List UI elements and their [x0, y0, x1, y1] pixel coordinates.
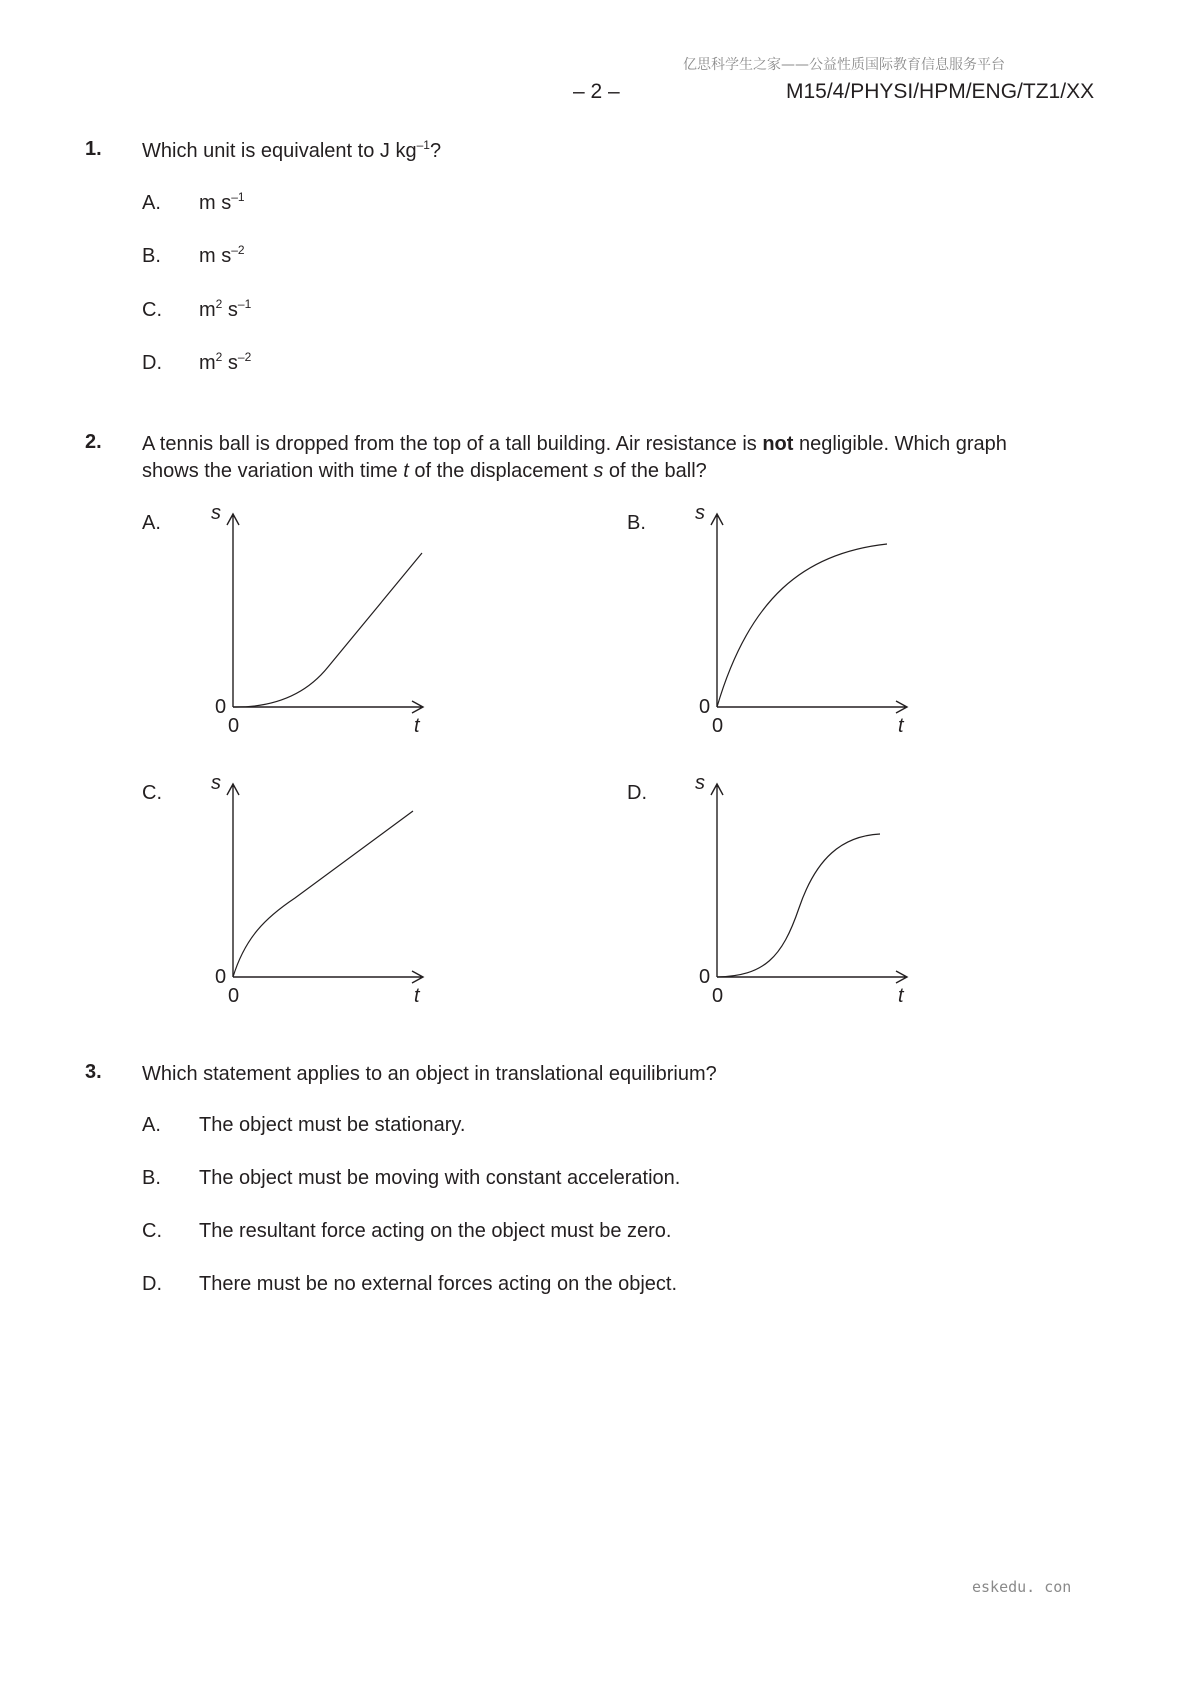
graph-a-x-label: t: [414, 715, 420, 737]
question-2-line-2: [142, 458, 707, 485]
graph-a-x-origin: 0: [228, 715, 240, 737]
q1-option-d-letter: D.: [142, 352, 162, 374]
q1d-base2: s: [222, 352, 238, 374]
q1-option-b: [199, 245, 245, 268]
graph-d-y-origin: 0: [699, 966, 711, 988]
graph-d-y-axis: [711, 784, 723, 977]
q1c-exp1: 2: [215, 297, 223, 311]
graph-b-y-origin: 0: [699, 696, 711, 718]
graph-b-y-label: s: [695, 502, 705, 524]
q1b-base1: m s: [199, 245, 232, 267]
q2-graph-b-letter: B.: [627, 512, 646, 534]
q1d-base1: m: [199, 352, 216, 374]
question-2-number: 2.: [85, 431, 102, 453]
q3-option-a: The object must be stationary.: [199, 1114, 466, 1136]
q1a-base1: m s: [199, 192, 232, 214]
graph-a-curve: [233, 553, 422, 707]
q2-l2-var-t: t: [403, 460, 409, 482]
graph-c-x-label: t: [414, 985, 420, 1007]
graph-c-x-axis: [233, 971, 423, 983]
graph-c-curve: [233, 811, 413, 977]
question-3-number: 3.: [85, 1061, 102, 1083]
graph-b-curve: [717, 544, 887, 707]
graph-c-y-origin: 0: [215, 966, 227, 988]
q2-l2-var-s: s: [593, 460, 604, 482]
q2-l2-mid: of the displacement: [408, 460, 594, 482]
paper-code: M15/4/PHYSI/HPM/ENG/TZ1/XX: [786, 80, 1095, 103]
q3-option-d-letter: D.: [142, 1273, 162, 1295]
graph-a: [200, 498, 440, 738]
q3-option-b: The object must be moving with constant acceleration.: [199, 1167, 681, 1189]
q3-option-c: The resultant force acting on the object must be zero.: [199, 1220, 672, 1242]
q3-option-b-letter: B.: [142, 1167, 161, 1189]
q1a-exp1: –1: [231, 190, 245, 204]
graph-b: [684, 498, 924, 738]
q1-text-before: Which unit is equivalent to J kg: [142, 140, 417, 162]
graph-b-x-origin: 0: [712, 715, 724, 737]
q1-option-c-letter: C.: [142, 299, 162, 321]
graph-b-y-axis: [711, 514, 723, 707]
graph-d-x-label: t: [898, 985, 904, 1007]
q2-graph-a-letter: A.: [142, 512, 161, 534]
question-1-number: 1.: [85, 138, 102, 160]
q2-l1-bold: not: [762, 433, 794, 455]
q1b-exp1: –2: [231, 243, 245, 257]
q3-option-a-letter: A.: [142, 1114, 161, 1136]
q1-option-b-letter: B.: [142, 245, 161, 267]
graph-c-x-origin: 0: [228, 985, 240, 1007]
q1-text-sup: –1: [416, 138, 430, 152]
q3-option-c-letter: C.: [142, 1220, 162, 1242]
graph-c: [200, 768, 440, 1008]
q3-option-d: There must be no external forces acting on the object.: [199, 1273, 678, 1295]
question-3-text: Which statement applies to an object in translational equilibrium?: [142, 1063, 717, 1085]
q1d-exp2: –2: [237, 350, 252, 364]
q2-l2-post: of the ball?: [603, 460, 707, 482]
q1-option-d: [199, 352, 251, 375]
question-1-text: [142, 138, 441, 165]
graph-d-y-label: s: [695, 772, 705, 794]
q1d-exp1: 2: [215, 350, 223, 364]
q2-graph-d-letter: D.: [627, 782, 647, 804]
graph-d-curve: [717, 834, 880, 977]
graph-b-x-label: t: [898, 715, 904, 737]
q2-graph-c-letter: C.: [142, 782, 162, 804]
q2-l1-pre: A tennis ball is dropped from the top of a tall building. Air resistance is: [142, 433, 763, 455]
graph-c-y-axis: [227, 784, 239, 977]
graph-d-x-origin: 0: [712, 985, 724, 1007]
q2-l1-post: negligible. Which graph: [793, 433, 1007, 455]
graph-a-y-label: s: [211, 502, 221, 524]
graph-b-x-axis: [717, 701, 907, 713]
q1-option-a: [199, 192, 245, 215]
page-number: – 2 –: [573, 80, 620, 103]
q1-text-after: ?: [429, 140, 442, 162]
graph-a-y-axis: [227, 514, 239, 707]
question-2-line-1: [142, 431, 1007, 458]
graph-c-y-label: s: [211, 772, 221, 794]
watermark-text: 亿思科学生之家——公益性质国际教育信息服务平台: [683, 57, 1005, 73]
graph-a-y-origin: 0: [215, 696, 227, 718]
graph-a-x-axis: [233, 701, 423, 713]
q1c-exp2: –1: [237, 297, 252, 311]
q1c-base1: m: [199, 299, 216, 321]
q1c-base2: s: [222, 299, 238, 321]
q1-option-a-letter: A.: [142, 192, 161, 214]
q2-l2-pre: shows the variation with time: [142, 460, 404, 482]
graph-d: [684, 768, 924, 1008]
q1-option-c: [199, 299, 251, 322]
footer-site: eskedu. con: [972, 1578, 1072, 1596]
